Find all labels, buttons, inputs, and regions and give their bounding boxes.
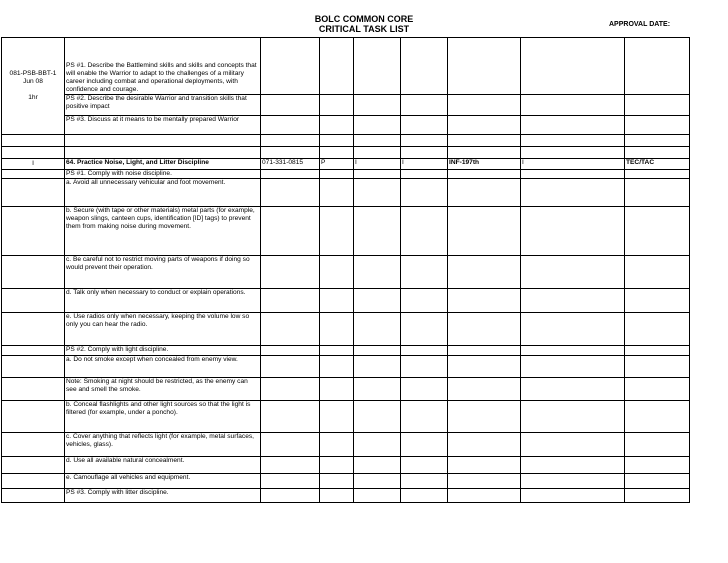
- task-marker: I: [2, 159, 65, 170]
- task-title: 64. Practice Noise, Light, and Litter Discipline: [65, 159, 261, 170]
- table-row: [2, 457, 690, 474]
- title-line-1: BOLC COMMON CORE: [314, 14, 414, 24]
- task-method: TEC/TAC: [625, 159, 690, 170]
- table-row: [2, 207, 690, 256]
- step-text: d. Use all available natural concealment.: [65, 457, 261, 474]
- step-text: d. Talk only when necessary to conduct or explain operations.: [65, 289, 261, 313]
- task-col-a: I: [354, 159, 401, 170]
- step-text: PS #2. Comply with light discipline.: [65, 346, 261, 356]
- table-row: [2, 489, 690, 503]
- step-text: c. Be careful not to restrict moving parts of weapons if doing so would prevent their operation.: [65, 256, 261, 289]
- task-header-row: [2, 159, 690, 170]
- table-row: [2, 356, 690, 378]
- table-row: [2, 289, 690, 313]
- ps-text: PS #3. Discuss at it means to be mentally prepared Warrior: [65, 116, 261, 135]
- approval-date-label: APPROVAL DATE:: [609, 21, 671, 28]
- table-row: [2, 313, 690, 346]
- task-col-c: I: [521, 159, 625, 170]
- step-text: e. Use radios only when necessary, keeping the volume low so only you can hear the radio.: [65, 313, 261, 346]
- ps-text: PS #2. Describe the desirable Warrior and transition skills that positive impact: [65, 95, 261, 116]
- step-text: c. Cover anything that reflects light (for example, metal surfaces, vehicles, glass).: [65, 433, 261, 457]
- step-text: e. Camouflage all vehicles and equipment.: [65, 474, 261, 489]
- table-row: [2, 95, 690, 116]
- step-text: PS #1. Comply with noise discipline.: [65, 170, 261, 179]
- task-col-b: I: [401, 159, 448, 170]
- task-id-cell: [2, 38, 65, 135]
- task-table: [1, 37, 690, 503]
- step-text: a. Avoid all unnecessary vehicular and foot movement.: [65, 179, 261, 207]
- step-text: PS #3. Comply with litter discipline.: [65, 489, 261, 503]
- table-row: [2, 433, 690, 457]
- step-text: Note: Smoking at night should be restricted, as the enemy can see and smell the smoke.: [65, 378, 261, 401]
- task-col-p: P: [320, 159, 354, 170]
- task-number: 071-331-0815: [261, 159, 320, 170]
- ps-text: PS #1. Describe the Battlemind skills and skills and concepts that will enable the Warrior to adapt to the challenges of a military career including combat and operational deployments, with confidence and courage.: [65, 38, 261, 95]
- table-row: [2, 116, 690, 135]
- title-line-2: CRITICAL TASK LIST: [318, 24, 410, 34]
- table-row: [2, 378, 690, 401]
- table-row: [2, 401, 690, 433]
- table-row: [2, 256, 690, 289]
- table-row: [2, 346, 690, 356]
- task-hours: 1hr: [28, 94, 38, 101]
- table-row: [2, 135, 690, 147]
- step-text: b. Conceal flashlights and other light sources so that the light is filtered (for example, under a poncho).: [65, 401, 261, 433]
- step-text: b. Secure (with tape or other materials) metal parts (for example, weapon slings, canteen cups, identification [ID] tags) to prevent them from making noise during movement.: [65, 207, 261, 256]
- table-row: [2, 147, 690, 159]
- table-row: [2, 38, 690, 95]
- table-row: [2, 179, 690, 207]
- table-row: [2, 474, 690, 489]
- task-date: Jun 08: [23, 78, 43, 85]
- task-id: 081-PSB-BBT-1: [9, 70, 57, 77]
- task-reference: INF-197th: [448, 159, 521, 170]
- step-text: a. Do not smoke except when concealed from enemy view.: [65, 356, 261, 378]
- table-row: [2, 170, 690, 179]
